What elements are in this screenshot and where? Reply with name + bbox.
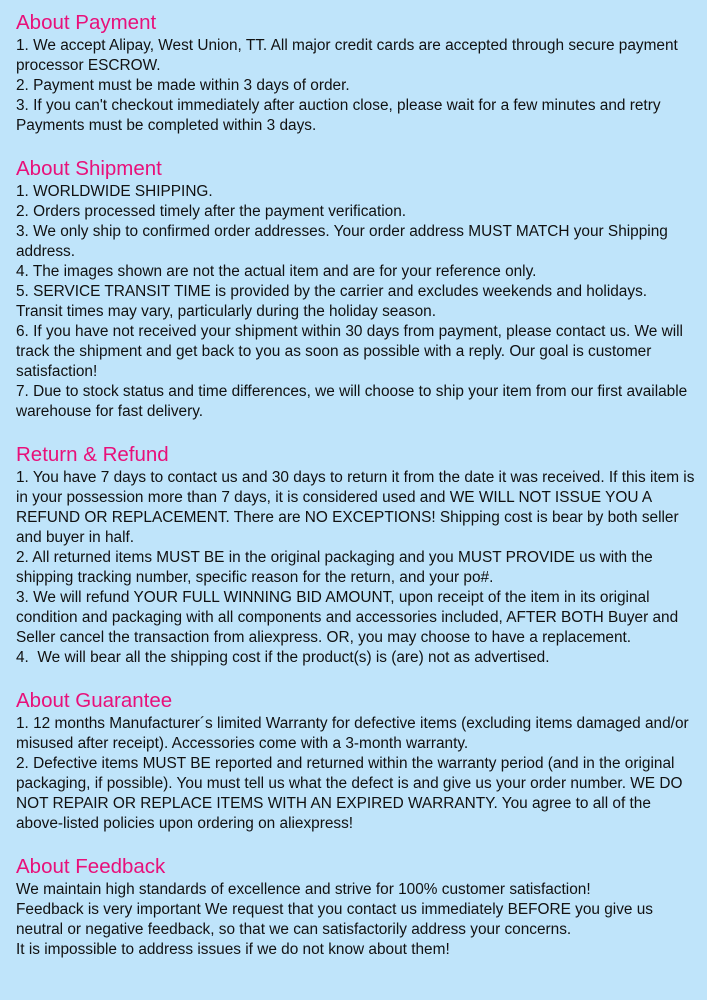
shipment-item-3: 3. We only ship to confirmed order addresses. Your order address MUST MATCH your Shipping address. <box>16 223 673 260</box>
section-guarantee <box>16 688 697 834</box>
payment-item-3: 3. If you can't checkout immediately after auction close, please wait for a few minutes and retry Payments must be completed within 3 days. <box>16 97 665 134</box>
section-return-refund <box>16 442 697 668</box>
refund-item-3: 3. We will refund YOUR FULL WINNING BID AMOUNT, upon receipt of the item in its original condition and packaging with all components and accessories included, AFTER BOTH Buyer and Seller cancel the transaction from aliexpress. OR, you may choose to have a replacement. <box>16 589 683 646</box>
section-heading-shipment: About Shipment <box>16 157 162 180</box>
shipment-item-2: 2. Orders processed timely after the payment verification. <box>16 203 407 220</box>
shipment-item-1: 1. WORLDWIDE SHIPPING. <box>16 183 213 200</box>
section-heading-feedback: About Feedback <box>16 855 166 878</box>
section-feedback <box>16 854 697 960</box>
section-shipment <box>16 156 697 422</box>
feedback-item-1: We maintain high standards of excellence and strive for 100% customer satisfaction! <box>16 881 591 898</box>
section-heading-payment: About Payment <box>16 11 157 34</box>
payment-item-2: 2. Payment must be made within 3 days of order. <box>16 77 350 94</box>
guarantee-item-1: 1. 12 months Manufacturer´s limited Warranty for defective items (excluding items damaged and/or misused after receipt). Accessories come with a 3-month warranty. <box>16 715 693 752</box>
refund-item-4: 4. We will bear all the shipping cost if the product(s) is (are) not as advertised. <box>16 649 550 666</box>
shipment-item-7: 7. Due to stock status and time differences, we will choose to ship your item from our first available warehouse for fast delivery. <box>16 383 692 420</box>
guarantee-item-2: 2. Defective items MUST BE reported and returned within the warranty period (and in the original packaging, if possible). You must tell us what the defect is and give us your order number. WE DO NOT REPAIR OR REPLACE ITEMS WITH AN EXPIRED WARRANTY. You agree to all of the above-listed policies upon ordering on aliexpress! <box>16 755 687 832</box>
feedback-item-2: Feedback is very important We request that you contact us immediately BEFORE you give us neutral or negative feedback, so that we can satisfactorily address your concerns. <box>16 901 658 938</box>
feedback-item-3: It is impossible to address issues if we do not know about them! <box>16 941 450 958</box>
refund-item-2: 2. All returned items MUST BE in the original packaging and you MUST PROVIDE us with the shipping tracking number, specific reason for the return, and your po#. <box>16 549 658 586</box>
shipment-item-5: 5. SERVICE TRANSIT TIME is provided by the carrier and excludes weekends and holidays. Transit times may vary, particularly during the holiday season. <box>16 283 652 320</box>
section-heading-return-refund: Return & Refund <box>16 443 169 466</box>
shipment-item-4: 4. The images shown are not the actual item and are for your reference only. <box>16 263 537 280</box>
payment-item-1: 1. We accept Alipay, West Union, TT. All major credit cards are accepted through secure payment processor ESCROW. <box>16 37 683 74</box>
section-heading-guarantee: About Guarantee <box>16 689 173 712</box>
refund-item-1: 1. You have 7 days to contact us and 30 days to return it from the date it was received. If this item is in your possession more than 7 days, it is considered used and WE WILL NOT ISSUE YOU A REFUND OR REPLACEMENT. There are NO EXCEPTIONS! Shipping cost is bear by both seller and buyer in half. <box>16 469 699 546</box>
section-payment <box>16 10 697 136</box>
shipment-item-6: 6. If you have not received your shipment within 30 days from payment, please contact us. We will track the shipment and get back to you as soon as possible with a reply. Our goal is customer satisfaction! <box>16 323 688 380</box>
